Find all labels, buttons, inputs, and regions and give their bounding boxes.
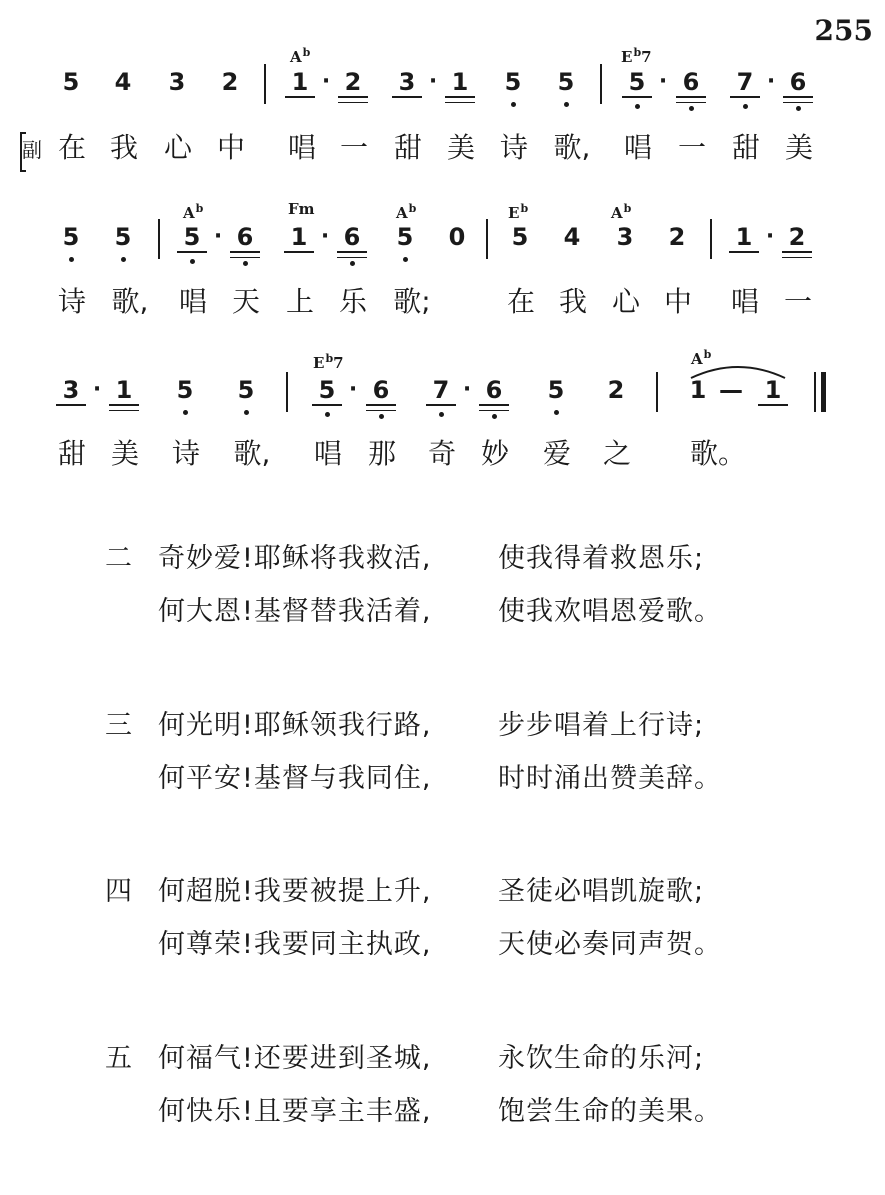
- verse-text: 何平安!基督与我同住,: [158, 763, 432, 794]
- verse-text: 步步唱着上行诗;: [498, 710, 705, 741]
- augmentation-dot: ·: [92, 377, 102, 402]
- verse-text: 何快乐!且要享主丰盛,: [158, 1096, 432, 1127]
- chord-symbol: $A^b$: [290, 46, 311, 66]
- lyric-syllable: 唱: [623, 131, 652, 164]
- verse-text: 天使必奏同声贺。: [498, 929, 722, 960]
- note: 2: [338, 68, 368, 98]
- note: 1: [285, 68, 315, 98]
- lyric-syllable: 乐: [338, 285, 367, 318]
- lyric-syllable: 歌,: [553, 131, 591, 164]
- verse-text: 使我欢唱恩爱歌。: [498, 596, 722, 627]
- augmentation-dot: ·: [658, 69, 668, 94]
- verse-text: 时时涌出赞美辞。: [498, 763, 722, 794]
- lyric-syllable: 妙: [480, 437, 509, 470]
- verse-number: 二: [105, 543, 132, 574]
- note: 5: [62, 68, 80, 96]
- note: 4: [563, 223, 581, 251]
- lyric-syllable: 中: [663, 285, 692, 318]
- note: 3: [616, 223, 634, 251]
- lyric-syllable: 我: [558, 285, 587, 318]
- note: 1: [689, 376, 707, 404]
- note: 1: [758, 376, 788, 406]
- verse-text: 奇妙爱!耶稣将我救活,: [158, 543, 432, 574]
- lyric-syllable: 爱: [542, 437, 571, 470]
- verse-text: 使我得着救恩乐;: [498, 543, 705, 574]
- note: 2: [668, 223, 686, 251]
- lyric-syllable: 一: [677, 131, 706, 164]
- note: 2: [607, 376, 625, 404]
- barline: [286, 372, 288, 412]
- verse-line: [0, 870, 885, 914]
- note: 6: [479, 376, 509, 406]
- lyric-syllable: 歌,: [233, 437, 271, 470]
- note: 1: [445, 68, 475, 98]
- augmentation-dot: ·: [428, 69, 438, 94]
- lyric-syllable: 奇: [427, 437, 456, 470]
- verse-text: 永饮生命的乐河;: [498, 1043, 705, 1074]
- chord-symbol: $A^b$: [691, 348, 712, 368]
- verse-number: 五: [105, 1043, 132, 1074]
- augmentation-dot: ·: [320, 224, 330, 249]
- verse-line: [0, 537, 885, 581]
- lyric-syllable: 诗: [57, 285, 86, 318]
- lyric-syllable: 美: [784, 131, 813, 164]
- note: 5: [551, 68, 581, 96]
- lyric-syllable: 唱: [730, 285, 759, 318]
- barline: [600, 64, 602, 104]
- barline: [158, 219, 160, 259]
- verse-text: 何尊荣!我要同主执政,: [158, 929, 432, 960]
- lyric-syllable: 那: [367, 437, 396, 470]
- note: 5: [622, 68, 652, 98]
- tie-slur: [688, 360, 788, 380]
- page-number: 255: [814, 14, 873, 47]
- augmentation-dot: ·: [213, 224, 223, 249]
- note: 1: [284, 223, 314, 253]
- verse-number: 四: [105, 876, 132, 907]
- lyric-syllable: 美: [446, 131, 475, 164]
- note: 6: [676, 68, 706, 98]
- lyric-syllable: 一: [783, 285, 812, 318]
- lyric-syllable: 诗: [171, 437, 200, 470]
- note: 6: [783, 68, 813, 98]
- verse-text: 何大恩!基督替我活着,: [158, 596, 432, 627]
- verse-line: [0, 1037, 885, 1081]
- note: 5: [56, 223, 86, 251]
- note: 4: [114, 68, 132, 96]
- verse-line: [0, 1090, 885, 1134]
- note: 5: [541, 376, 571, 404]
- chord-symbol: $A^b$: [396, 202, 417, 222]
- note: 7: [730, 68, 760, 98]
- verse-line: [0, 923, 885, 967]
- augmentation-dot: ·: [766, 69, 776, 94]
- verse-line: [0, 757, 885, 801]
- lyric-syllable: 一: [339, 131, 368, 164]
- note: 3: [168, 68, 186, 96]
- verse-text: 何福气!还要进到圣城,: [158, 1043, 432, 1074]
- lyric-syllable: 甜: [57, 437, 86, 470]
- lyric-syllable: 歌;: [393, 285, 431, 318]
- barline: [710, 219, 712, 259]
- note: 6: [230, 223, 260, 253]
- chord-symbol: $E^b$: [508, 202, 529, 222]
- note: 5: [170, 376, 200, 404]
- lyric-syllable: 歌,: [111, 285, 149, 318]
- lyric-syllable: 心: [611, 285, 640, 318]
- lyric-syllable: 唱: [178, 285, 207, 318]
- note: 5: [231, 376, 261, 404]
- barline: [656, 372, 658, 412]
- note: 5: [108, 223, 138, 251]
- verse-text: 何超脱!我要被提上升,: [158, 876, 432, 907]
- lyric-syllable: 甜: [731, 131, 760, 164]
- duration-dash: —: [719, 376, 743, 404]
- verse-line: [0, 704, 885, 748]
- lyric-syllable: 中: [216, 131, 245, 164]
- note: 6: [366, 376, 396, 406]
- augmentation-dot: ·: [462, 377, 472, 402]
- note: 1: [109, 376, 139, 406]
- note: 6: [337, 223, 367, 253]
- chord-symbol: $E^b7$: [621, 46, 652, 66]
- lyric-syllable: 甜: [393, 131, 422, 164]
- note: 3: [56, 376, 86, 406]
- note: 5: [498, 68, 528, 96]
- verse-line: [0, 590, 885, 634]
- chorus-marker: 副: [20, 130, 44, 170]
- verse-text: 圣徒必唱凯旋歌;: [498, 876, 705, 907]
- chord-symbol: $E^b7$: [313, 352, 344, 372]
- lyric-syllable: 歌。: [690, 437, 747, 470]
- lyric-syllable: 美: [110, 437, 139, 470]
- lyric-syllable: 唱: [313, 437, 342, 470]
- note: 2: [221, 68, 239, 96]
- lyric-syllable: 心: [163, 131, 192, 164]
- final-barline: [814, 372, 828, 412]
- lyric-syllable: 之: [602, 437, 631, 470]
- augmentation-dot: ·: [321, 69, 331, 94]
- lyric-syllable: 在: [506, 285, 535, 318]
- barline: [264, 64, 266, 104]
- lyric-syllable: 诗: [499, 131, 528, 164]
- note: 0: [448, 223, 466, 251]
- verse-text: 何光明!耶稣领我行路,: [158, 710, 432, 741]
- verse-number: 三: [105, 710, 132, 741]
- verse-text: 饱尝生命的美果。: [498, 1096, 722, 1127]
- note: 5: [511, 223, 529, 251]
- note: 5: [177, 223, 207, 253]
- lyric-syllable: 上: [285, 285, 314, 318]
- chord-symbol: Fm: [288, 200, 315, 218]
- note: 5: [390, 223, 420, 251]
- augmentation-dot: ·: [348, 377, 358, 402]
- chord-symbol: $A^b$: [183, 202, 204, 222]
- barline: [486, 219, 488, 259]
- note: 1: [729, 223, 759, 253]
- note: 3: [392, 68, 422, 98]
- chord-symbol: $A^b$: [611, 202, 632, 222]
- lyric-syllable: 我: [109, 131, 138, 164]
- lyric-syllable: 天: [231, 285, 260, 318]
- note: 5: [312, 376, 342, 406]
- lyric-syllable: 在: [57, 131, 86, 164]
- lyric-syllable: 唱: [287, 131, 316, 164]
- note: 2: [782, 223, 812, 253]
- augmentation-dot: ·: [765, 224, 775, 249]
- note: 7: [426, 376, 456, 406]
